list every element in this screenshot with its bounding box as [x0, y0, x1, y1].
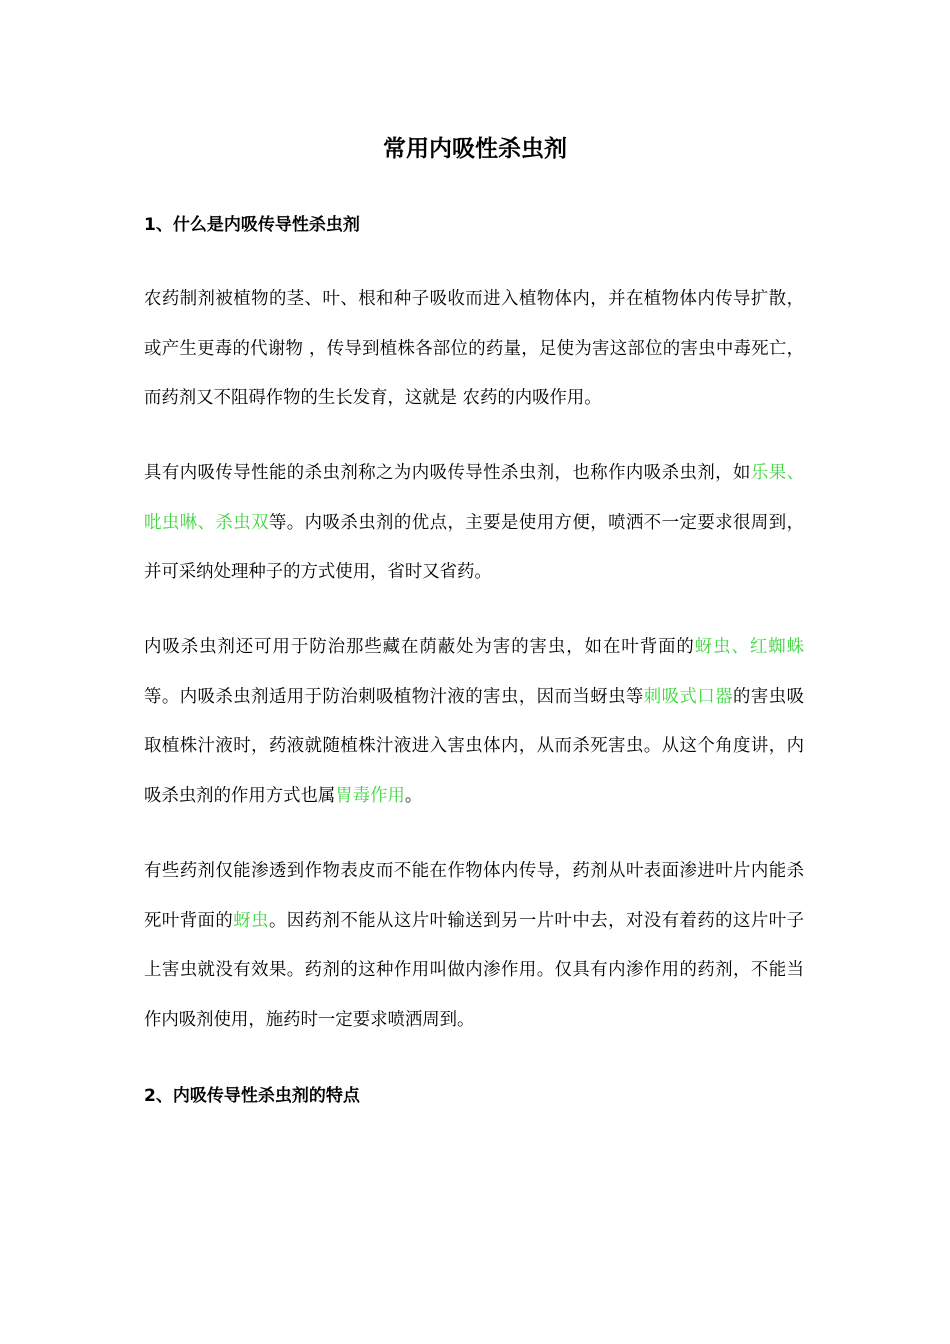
paragraph-3-text-2: 等。内吸杀虫剂适用于防治刺吸植物汁液的害虫，因而当蚜虫等: [144, 686, 644, 707]
section-heading-2: 2、内吸传导性杀虫剂的特点: [144, 1086, 360, 1106]
paragraph-2: [144, 449, 804, 598]
section-heading-1: 1、什么是内吸传导性杀虫剂: [144, 215, 360, 235]
paragraph-3-text-4: 。: [404, 785, 423, 806]
paragraph-2-text-2: 等。内吸杀虫剂的优点，主要是使用方便，喷洒不一定要求很周到，并可采纳处理种子的方式使用，省时又省药。: [144, 512, 804, 583]
paragraph-3-text-3: 的害虫吸取植株汁液时，药液就随植株汁液进入害虫体内，从而杀死害虫。从这个角度讲，内吸杀虫剂的作用方式也属: [144, 686, 804, 806]
paragraph-4: [144, 847, 804, 1045]
document-title: 常用内吸性杀虫剂: [383, 136, 567, 162]
highlight-pest-names: 蚜虫、红蜘蛛: [694, 637, 804, 657]
paragraph-4-text-2: 。因药剂不能从这片叶输送到另一片叶中去，对没有着药的这片叶子上害虫就没有效果。药剂的这种作用叫做内渗作用。仅具有内渗作用的药剂，不能当作内吸剂使用，施药时一定要求喷洒周到。: [144, 910, 804, 1030]
highlight-aphid: 蚜虫: [233, 910, 269, 931]
highlight-pesticide-names: 乐果、吡虫啉、杀虫双: [144, 463, 804, 533]
paragraph-3: [144, 623, 804, 821]
paragraph-3-text-1: 内吸杀虫剂还可用于防治那些藏在荫蔽处为害的害虫，如在叶背面的: [144, 637, 695, 657]
paragraph-1: 农药制剂被植物的茎、叶、根和种子吸收而进入植物体内，并在植物体内传导扩散，或产生更毒的代谢物 ，传导到植株各部位的药量，足使为害这部位的害虫中毒死亡，而药剂又不阻碍作物的生长发育，这就是 农药的内吸作用。: [144, 289, 804, 409]
highlight-mouthparts: 刺吸式口器: [643, 686, 734, 707]
paragraph-2-text-1: 具有内吸传导性能的杀虫剂称之为内吸传导性杀虫剂，也称作内吸杀虫剂，如: [144, 463, 751, 483]
highlight-stomach-poison: 胃毒作用: [335, 785, 405, 806]
paragraph-4-text-1: 有些药剂仅能渗透到作物表皮而不能在作物体内传导，药剂从叶表面渗进叶片内能杀死叶背面的: [144, 861, 804, 931]
